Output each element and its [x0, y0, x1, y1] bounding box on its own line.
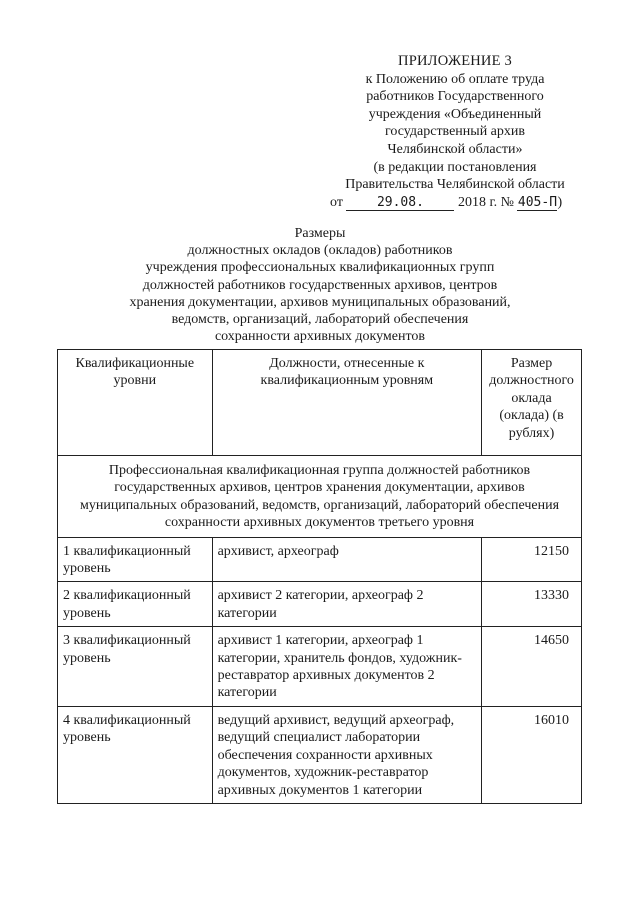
group-title-row: [58, 456, 582, 538]
document-heading: [60, 225, 580, 345]
appendix-line: учреждения «Объединенный: [368, 106, 542, 122]
heading-line: Размеры: [294, 226, 346, 241]
level-cell: 2 квалификационный уровень: [58, 582, 213, 627]
heading-line: должностей работников государственных архивов, центров: [142, 277, 498, 293]
appendix-block: [330, 53, 580, 211]
appendix-line: к Положению об оплате труда: [365, 71, 545, 87]
header-salary: Размер должностного оклада (оклада) (в рублях): [482, 350, 582, 456]
heading-line: ведомств, организаций, лабораторий обеспечения: [171, 312, 469, 328]
date-prefix: от: [330, 194, 343, 210]
salary-cell: 16010: [482, 706, 582, 803]
table-row: [58, 582, 582, 627]
salary-cell: 14650: [482, 627, 582, 707]
table-header-row: [58, 350, 582, 456]
heading-line: сохранности архивных документов: [214, 329, 426, 345]
positions-cell: архивист 1 категории, археограф 1 категории, хранитель фондов, художник-реставратор архивных документов 2 категории: [212, 627, 481, 707]
heading-line: учреждения профессиональных квалификационных групп: [145, 260, 495, 276]
date-field: 29.08.: [346, 195, 454, 211]
salary-cell: 12150: [482, 537, 582, 582]
salary-cell: 13330: [482, 582, 582, 627]
positions-cell: архивист 2 категории, археограф 2 категории: [212, 582, 481, 627]
appendix-line: Правительства Челябинской области: [345, 177, 565, 193]
table-row: [58, 537, 582, 582]
number-field: 405-П: [517, 194, 558, 210]
appendix-title: ПРИЛОЖЕНИЕ 3: [398, 53, 512, 69]
appendix-line: государственный архив: [385, 124, 525, 140]
table-row: [58, 627, 582, 707]
header-positions: Должности, отнесенные к квалификационным уровням: [212, 350, 481, 456]
heading-line: хранения документации, архивов муниципальных образований,: [129, 294, 511, 310]
appendix-line: (в редакции постановления: [373, 159, 537, 175]
level-cell: 4 квалификационный уровень: [58, 706, 213, 803]
appendix-line: Челябинской области»: [387, 141, 523, 157]
positions-cell: ведущий архивист, ведущий археограф, ведущий специалист лаборатории обеспечения сохранности архивных документов, художник-реставратор архивных документов 1 категории: [212, 706, 481, 803]
group-title: Профессиональная квалификационная группа должностей работников государственных архивов, центров хранения документации, архивов муниципальных образований, ведомств, организаций, лабораторий обеспечения сохранности архивных документов третьего уровня: [58, 456, 582, 538]
level-cell: 1 квалификационный уровень: [58, 537, 213, 582]
heading-line: должностных окладов (окладов) работников: [187, 243, 453, 259]
salary-table: [57, 349, 582, 804]
table-row: [58, 706, 582, 803]
level-cell: 3 квалификационный уровень: [58, 627, 213, 707]
appendix-line: работников Государственного: [366, 89, 544, 105]
closing-paren: ): [557, 194, 563, 210]
positions-cell: архивист, археограф: [212, 537, 481, 582]
appendix-date-line: [330, 194, 580, 212]
year-text: 2018 г. №: [457, 194, 514, 210]
header-levels: Квалификационные уровни: [58, 350, 213, 456]
